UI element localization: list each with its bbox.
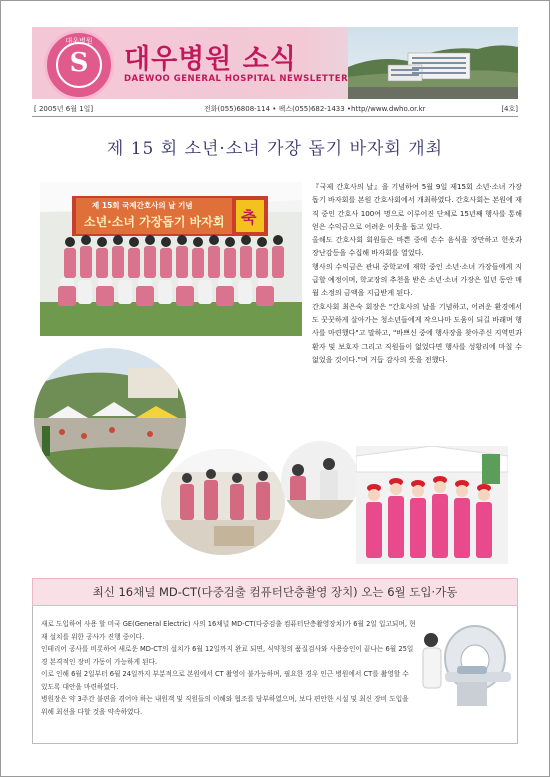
photo-banner-line1: 제 15회 국제간호사의 날 기념 — [92, 201, 193, 210]
newsletter-banner — [32, 27, 518, 99]
bazaar-food-photo — [160, 448, 286, 556]
article-paragraph: 『국제 간호사의 날』을 기념하여 5월 9일 제15회 소년·소녀 가장 돕기 바자회를 본원 간호사회에서 개최하였다. 간호사회는 본원에 재직 중인 간호사 100여 명으로 이루어진 단체로 15년째 행사를 통해 얻은 수익금으로 어려운 이웃을 돕고 있다. — [312, 182, 522, 231]
mdct-section-body — [32, 606, 518, 744]
issue-info-bar — [32, 102, 518, 117]
ct-scanner-image — [417, 618, 513, 710]
logo-text: 대우병원 — [65, 37, 93, 45]
hospital-building-image — [348, 27, 518, 99]
logo-glyph: S — [69, 48, 89, 78]
contact-info: 전화(055)6808-114 • 팩스(055)682-1433 •http//www.dwho.or.kr — [204, 105, 426, 113]
issue-number: [4호] — [501, 105, 518, 113]
mdct-paragraph: 이로 인해 6월 2일부터 6월 24일까지 부분적으로 본원에서 CT 촬영이 불가능하며, 필요한 경우 인근 병원에서 CT를 촬영할 수 있도록 대안을 마련하였다. — [41, 670, 409, 691]
newsletter-subtitle: DAEWOO GENERAL HOSPITAL NEWSLETTER — [124, 74, 349, 84]
article-headline: 제 15 회 소년·소녀 가장 돕기 바자회 개최 — [106, 139, 444, 159]
nurses-apron-photo — [356, 446, 508, 564]
photo-banner-badge: 축 — [241, 208, 257, 227]
mdct-section-title: 최신 16채널 MD-CT(다중검출 컴퓨터단층촬영 장치) 오는 6월 도입·가동 — [32, 578, 518, 606]
bazaar-group-photo — [40, 182, 302, 336]
mdct-paragraph: 새로 도입하여 사용 할 미국 GE(General Electric) 사의 16채널 MD-CT(다중검출 컴퓨터단층촬영장치)가 6월 2일 입고되며, 현재 설치를 위한 공사가 진행 중이다. — [41, 620, 416, 641]
article-body — [312, 180, 522, 366]
mdct-paragraph: 병원장은 약 3주간 불편을 겪어야 하는 내원객 및 직원들의 이해와 협조를 당부하였으며, 보다 편안한 시설 및 최신 장비 도입을 위해 최선을 다할 것을 약속하였다. — [41, 695, 409, 716]
article-paragraph: 올해도 간호사회 회원들은 바쁜 중에 손수 음식을 장만하고 헌옷과 장난감등을 수집해 바자회를 열었다. — [312, 235, 522, 258]
article-paragraph: 행사의 수익금은 관내 중학교에 재학 중인 소년·소녀 가장들에게 지급할 예정이며, 학교장의 추천을 받은 소년·소녀 가장은 일년 동안 매월 소정의 금액을 지급받게 된다. — [312, 261, 522, 298]
photo-banner-line2: 소년·소녀 가장돕기 바자회 — [84, 215, 225, 229]
article-paragraph: 간호사회 최은숙 회장은 "간호사의 날을 기념하고, 어려운 환경에서도 꿋꿋하게 살아가는 청소년들에게 작으나마 도움이 되길 바래며 행사를 마련했다"고 말하고, "바쁘신 중에 행사장을 찾아주신 지역민과 환자 및 보호자 그리고 직원들이 없었다면 행사를 성황리에 마칠 수 없었을 것이다."며 거듭 감사의 뜻을 전했다. — [312, 301, 522, 364]
newsletter-title: 대우병원 소식 — [124, 44, 297, 75]
mdct-article-text — [41, 618, 417, 718]
hospital-logo — [44, 30, 114, 99]
bazaar-stall-photo — [280, 440, 360, 520]
issue-date: [ 2005년 6월 1일] — [34, 105, 94, 113]
mdct-paragraph: 인테리어 공사를 비롯하여 새로운 MD-CT의 설치가 6월 12일까지 완료 되면, 식약청의 품질검사와 사용승인이 끝나는 6월 25일경 본격적인 장비 가동이 가능하게 된다. — [41, 645, 414, 666]
